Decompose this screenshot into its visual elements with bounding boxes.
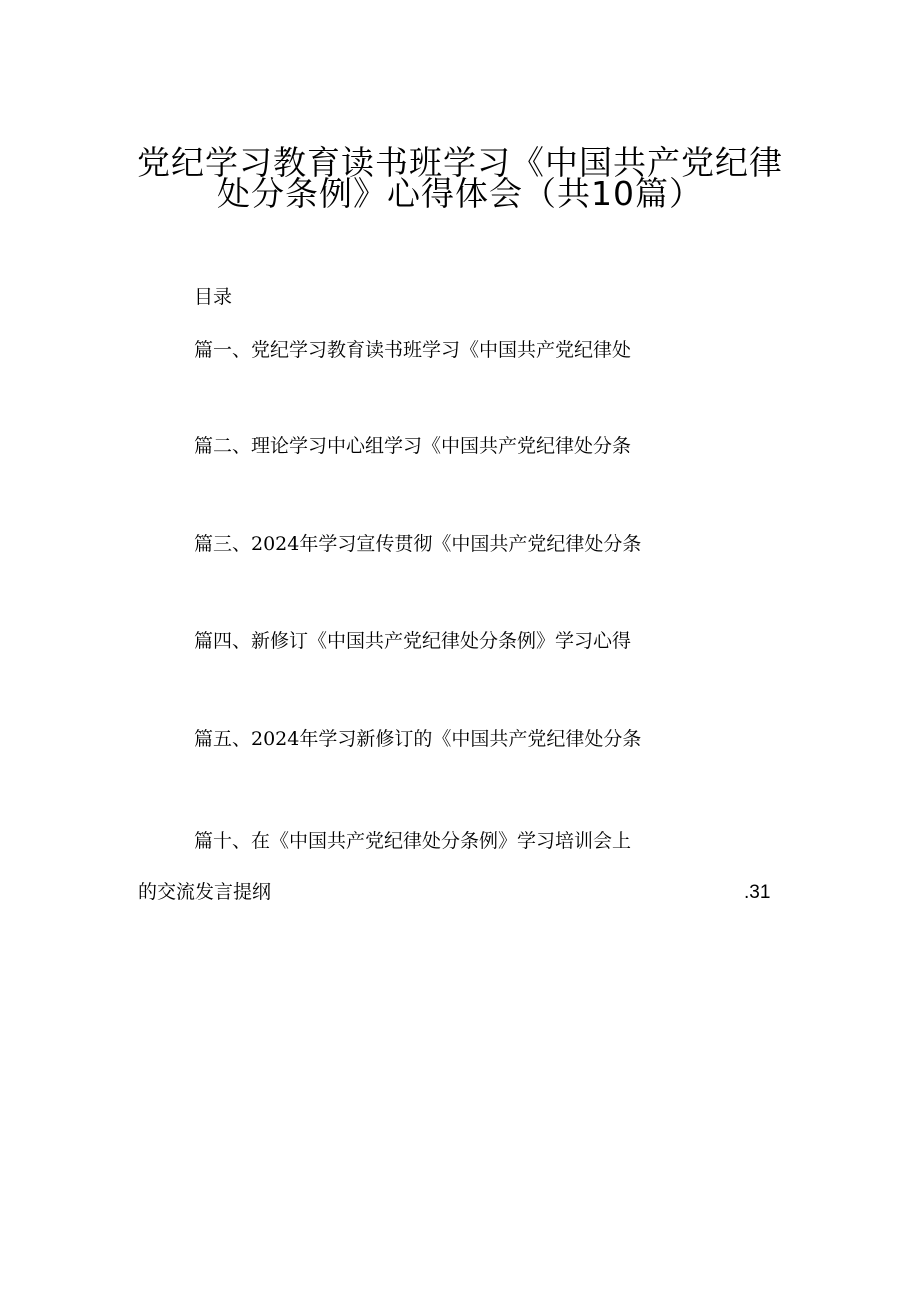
toc-entry-10-continuation[interactable]: 的交流发言提纲 [138,881,272,903]
document-title-line-1: 党纪学习教育读书班学习《中国共产党纪律 [137,143,783,182]
toc-entry-3[interactable]: 篇三、2024年学习宣传贯彻《中国共产党纪律处分条 [194,533,642,555]
toc-heading: 目录 [194,286,233,308]
toc-entry-10[interactable]: 篇十、在《中国共产党纪律处分条例》学习培训会上 [194,830,632,852]
toc-entry-1[interactable]: 篇一、党纪学习教育读书班学习《中国共产党纪律处 [194,339,632,361]
toc-entry-10-page-number[interactable]: .31 [744,882,771,903]
document-title-line-2: 处分条例》心得体会（共10篇） [217,174,703,213]
toc-entry-4[interactable]: 篇四、新修订《中国共产党纪律处分条例》学习心得 [194,630,632,652]
toc-entry-5[interactable]: 篇五、2024年学习新修订的《中国共产党纪律处分条 [194,728,642,750]
toc-entry-2[interactable]: 篇二、理论学习中心组学习《中国共产党纪律处分条 [194,435,632,457]
